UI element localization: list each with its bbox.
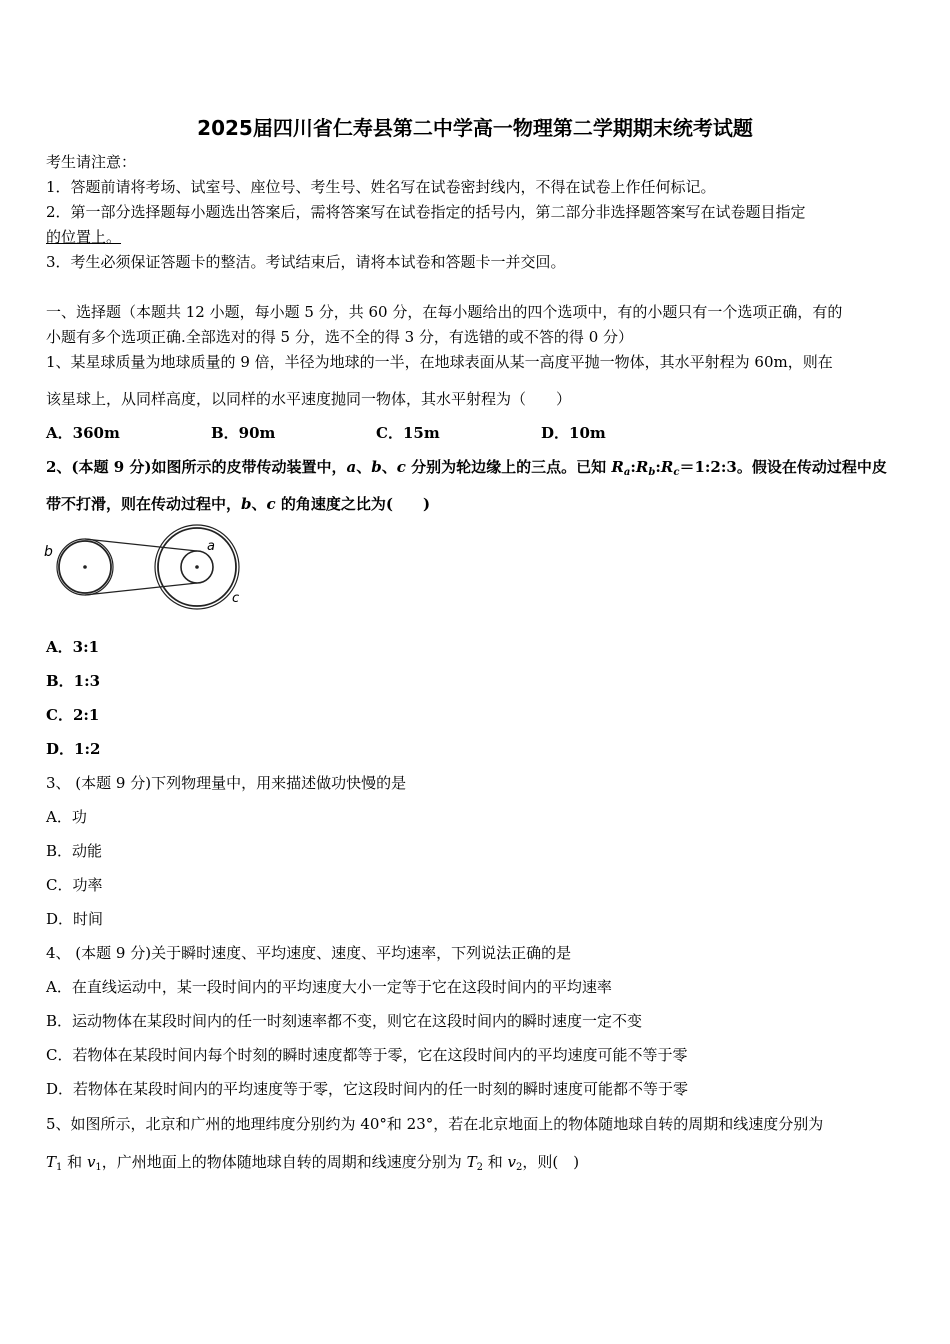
belt-drive-figure [44, 522, 244, 610]
q2-ratio: ＝1:2:3。假设在传动过程中皮 [679, 458, 887, 476]
option-c[interactable]: C．2:1 [46, 706, 100, 724]
page-title: 2025届四川省仁寿县第二中学高一物理第二学期期末统考试题 [197, 116, 753, 140]
section-heading: 小题有多个选项正确.全部选对的得 5 分，选不全的得 3 分，有选错的或不答的得 0 分） [46, 328, 634, 346]
radius-c: R [660, 458, 674, 476]
question-5-stem: 5、如图所示，北京和广州的地理纬度分别约为 40°和 23°，若在北京地面上的物体随地球自转的周期和线速度分别为 [46, 1115, 824, 1133]
notice-heading: 考生请注意： [46, 153, 137, 171]
label-c: c [232, 591, 240, 606]
option-d[interactable]: D．1:2 [46, 740, 101, 758]
question-1-stem: 该星球上，从同样高度，以同样的水平速度抛同一物体，其水平射程为（ ） [46, 390, 572, 408]
period-symbol: T [46, 1153, 57, 1171]
radius-a: R [611, 458, 624, 476]
q2-sep: 、 [356, 458, 372, 476]
label-b: b [44, 544, 53, 560]
q5-mid: ，广州地面上的物体随地球自转的周期和线速度分别为 [101, 1153, 467, 1171]
radius-c-sub: c [673, 467, 680, 478]
question-5-stem [46, 1152, 579, 1172]
option-d[interactable]: D．若物体在某段时间内的平均速度等于零，它这段时间内的任一时刻的瞬时速度可能都不等于零 [46, 1080, 689, 1098]
sub-2: 2 [476, 1162, 483, 1173]
option-c[interactable]: C．15m [376, 424, 440, 442]
sub-1: 1 [95, 1162, 102, 1173]
ratio-colon: : [630, 458, 636, 476]
period-symbol: T [466, 1153, 477, 1171]
option-a[interactable]: A．在直线运动中，某一段时间内的平均速度大小一定等于它在这段时间内的平均速率 [46, 978, 612, 996]
option-a[interactable]: A．3:1 [46, 638, 100, 656]
notice-item: 的位置上。 [46, 228, 122, 246]
wheel-a-center [195, 565, 199, 569]
sub-2: 2 [516, 1162, 523, 1173]
radius-b: R [635, 458, 649, 476]
point-b: b [241, 495, 252, 513]
q5-end: ，则( ) [522, 1153, 580, 1171]
q5-and: 和 [62, 1153, 87, 1171]
question-2-stem [46, 457, 887, 477]
wheel-b-center [83, 565, 87, 569]
point-a: a [346, 458, 357, 476]
sub-1: 1 [56, 1162, 63, 1173]
option-b[interactable]: B．1:3 [46, 672, 101, 690]
section-heading: 一、选择题（本题共 12 小题，每小题 5 分，共 60 分，在每小题给出的四个选项中，有的小题只有一个选项正确，有的 [46, 303, 843, 321]
option-b[interactable]: B．90m [211, 424, 276, 442]
question-4-stem: 4、 (本题 9 分)关于瞬时速度、平均速度、速度、平均速率，下列说法正确的是 [46, 944, 572, 962]
option-b[interactable]: B．动能 [46, 842, 103, 860]
option-d[interactable]: D．时间 [46, 910, 104, 928]
question-2-stem [46, 494, 430, 514]
option-d[interactable]: D．10m [541, 424, 606, 442]
option-a[interactable]: A．功 [46, 808, 87, 826]
notice-item: 2．第一部分选择题每小题选出答案后，需将答案写在试卷指定的括号内，第二部分非选择题答案写在试卷题目指定 [46, 203, 806, 221]
label-a: a [207, 539, 215, 554]
radius-b-sub: b [648, 467, 656, 478]
q2-sep: 、 [381, 458, 397, 476]
q2-line2-post: 的角速度之比为( ) [275, 495, 431, 513]
option-a[interactable]: A．360m [46, 424, 120, 442]
notice-item: 3．考生必须保证答题卡的整洁。考试结束后，请将本试卷和答题卡一并交回。 [46, 253, 566, 271]
option-c[interactable]: C．若物体在某段时间内每个时刻的瞬时速度都等于零，它在这段时间内的平均速度可能不等于零 [46, 1046, 688, 1064]
q2-mid: 分别为轮边缘上的三点。已知 [405, 458, 612, 476]
q2-sep: 、 [251, 495, 267, 513]
option-b[interactable]: B．运动物体在某段时间内的任一时刻速率都不变，则它在这段时间内的瞬时速度一定不变 [46, 1012, 643, 1030]
q5-and: 和 [482, 1153, 508, 1171]
q2-line2-pre: 带不打滑，则在传动过程中， [46, 495, 242, 513]
point-c: c [396, 458, 406, 476]
velocity-symbol: v [507, 1153, 516, 1171]
option-c[interactable]: C．功率 [46, 876, 103, 894]
question-1-stem: 1、某星球质量为地球质量的 9 倍，半径为地球的一半，在地球表面从某一高度平抛一物体，其水平射程为 60m，则在 [46, 353, 833, 371]
notice-item: 1．答题前请将考场、试室号、座位号、考生号、姓名写在试卷密封线内，不得在试卷上作任何标记。 [46, 178, 716, 196]
velocity-symbol: v [86, 1153, 96, 1171]
question-3-stem: 3、 (本题 9 分)下列物理量中，用来描述做功快慢的是 [46, 774, 407, 792]
point-b: b [371, 458, 382, 476]
ratio-colon: : [655, 458, 661, 476]
point-c: c [266, 495, 276, 513]
radius-a-sub: a [623, 467, 631, 478]
q2-prefix: 2、(本题 9 分)如图所示的皮带传动装置中， [46, 458, 347, 476]
question-1-options [46, 423, 606, 443]
